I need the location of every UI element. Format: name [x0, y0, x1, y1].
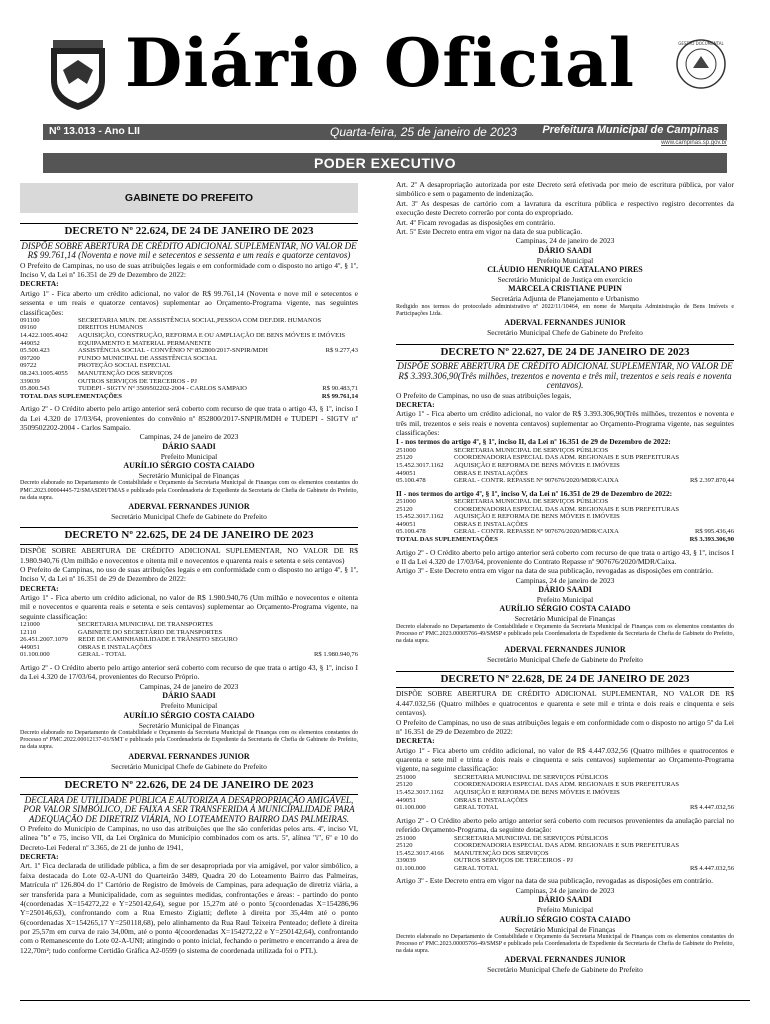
budget-row: [396, 850, 734, 858]
budget-row: [20, 362, 358, 370]
budget-description: OBRAS E INSTALAÇÕES: [78, 643, 152, 651]
budget-code: 05.100.478: [396, 477, 426, 485]
budget-code: 449051: [396, 796, 416, 804]
signatory-role: Prefeito Municipal: [160, 451, 218, 461]
decree-article: Artigo 1º - Fica aberto um crédito adicional, no valor de R$ 99.761,14 (Noventa e nove mil e setecentos e sessenta e um reais e quatorze centavos) suplementar ao Orçamento-Programa vigente, nas seguintes classificações:: [20, 288, 358, 317]
decree-note: Decreto elaborado no Departamento de Contabilidade e Orçamento da Secretaria Municipal de Finanças com os elementos constantes do Processo nº PMC.2023.00005766-49/SMSP e publicado pela Coordenadoria de Expediente da Secretaria de Chefia de Gabinete do Prefeito, na data supra.: [396, 623, 734, 645]
signatory-name: CLÁUDIO HENRIQUE CATALANO PIRES: [487, 265, 643, 274]
signatory-role: Secretário Municipal Chefe de Gabinete do Prefeito: [487, 655, 643, 665]
budget-code: 449052: [20, 339, 40, 347]
budget-row: [20, 393, 358, 401]
budget-code: 15.452.3017.1162: [396, 789, 444, 797]
budget-description: AQUISIÇÃO E REFORMA DE BENS MÓVEIS E IMÓVEIS: [454, 461, 620, 469]
budget-description: OUTROS SERVIÇOS DE TERCEIROS - PJ: [454, 857, 573, 865]
budget-description: OBRAS E INSTALAÇÕES: [454, 469, 528, 477]
budget-table: [396, 447, 734, 485]
decree-article: Artigo 3º - Este Decreto entra em vigor na data de sua publicação, revogadas as disposições em contrário.: [396, 876, 714, 886]
signatory-role: Secretário Municipal de Finanças: [138, 720, 240, 730]
decree-article: Art. 5º Este Decreto entra em vigor na data de sua publicação.: [396, 226, 583, 236]
budget-code: 25120: [396, 454, 413, 462]
section-title: PODER EXECUTIVO: [43, 153, 727, 173]
budget-table: [396, 835, 734, 873]
decree-note: Redigido nos termos do protocolado administrativo nº 2022/11/10464, em nome de Marquita Administração de Bens Imóveis e Participações Ltda.: [396, 303, 734, 317]
budget-row: [20, 385, 358, 393]
budget-code: 25120: [396, 505, 413, 513]
budget-amount: R$ 1.980.940,76: [314, 651, 358, 659]
budget-row: [396, 536, 734, 544]
budget-row: [20, 378, 358, 386]
budget-code: 251000: [396, 773, 416, 781]
issue-number: Nº 13.013 - Ano LII: [49, 125, 140, 137]
newspaper-title: Diário Oficial: [125, 24, 635, 102]
budget-code: 12110: [20, 628, 37, 636]
signatory-name: MARCELA CRISTIANE PUPIN: [508, 284, 622, 294]
budget-description: GABINETE DO SECRETÁRIO DE TRANSPORTES: [78, 628, 223, 636]
signatory-role: Secretário Municipal de Finanças: [138, 471, 240, 481]
budget-row: [396, 477, 734, 485]
signatory-role: Secretário Municipal Chefe de Gabinete do Prefeito: [111, 512, 267, 522]
decree-article: Artigo 2º - O Crédito aberto pelo artigo anterior será coberto com recurso de que trata o artigo 43, § 1º, inciso I da Lei 4.320 de 17/03/64, provenientes do convênio nº 852800/2017-SNPIR/MDH e TUDEPI - SIGTV nº 3509502202-2004 - Carlos Sampaio.: [20, 404, 358, 432]
decree-article: Art. 1º Fica declarada de utilidade pública, a fim de ser desapropriada por via amigável, por valor simbólico, a faixa destacada do Lote 02-A-UNI do Quarteirão 3489, Quadra 20 do Loteamento Bairro das Palmeiras, Matrícula nº 126.804 do 1º Cartório de Registro de Imóveis de Campinas, para adequação de diretriz viária, a ser transferida para a Municipalidade, com as seguintes medidas, confrontações e áreas: - partindo do ponto 4(coordenadas X=154272,22 e Y=250142,64), segue por 15,27m até o ponto 5(coordenadas X=154286,96 Y=250146,63), confrontando com a Rua Ernesto Zigiatti; deflete à direita por 35,44m até o ponto 6(coordenadas X=154265,17 Y=250118,68), pelo alinhamento da Rua Raul Teixeira Penteado; deflete à direita por 25,57m em curva de raio 34,00m, até o ponto 4(coordenadas X=154272,22 e Y=250142,64), confrontando com o Remanescente do Lote 02-A-UNI; atingindo o ponto inicial, fechando o perímetro e encerrando a área de 122,70m²; tudo conforme Certidão Gráfica A2-0599 (o sistema de coordenada utilizada foi o PTL).: [20, 861, 358, 955]
signatory-name: AURÍLIO SÉRGIO COSTA CAIADO: [123, 461, 255, 471]
budget-code: 121000: [20, 621, 40, 629]
budget-table: [20, 621, 358, 659]
decree-note: Decreto elaborado no Departamento de Contabilidade e Orçamento da Secretaria Municipal de Finanças com os elementos constantes do Processo nº PMC.2022.00012137-01/SMT e publicado pela Coordenadoria de Expediente da Secretaria de Chefia de Gabinete do Prefeito, na data supra.: [20, 729, 358, 751]
budget-row: [396, 804, 734, 812]
signatory-name: ADERVAL FERNANDES JUNIOR: [504, 318, 626, 328]
publisher-name: Prefeitura Municipal de Campinas: [542, 124, 719, 136]
budget-description: GERAL - TOTAL: [78, 651, 127, 659]
budget-row: [20, 636, 358, 644]
signatory-name: DÁRIO SAADI: [538, 585, 592, 595]
signatory-name: ADERVAL FERNANDES JUNIOR: [504, 645, 626, 655]
budget-row: [396, 865, 734, 873]
budget-description: MANUTENÇÃO DOS SERVIÇOS: [454, 849, 549, 857]
budget-row: [20, 347, 358, 355]
decree-article: Art. 4º Ficam revogadas as disposições em contrário.: [396, 217, 556, 227]
budget-row: [396, 498, 734, 506]
budget-row: [396, 835, 734, 843]
signatory-name: ADERVAL FERNANDES JUNIOR: [504, 955, 626, 965]
decree-preamble: O Prefeito de Campinas, no uso de suas atribuições legais e em conformidade com o disposto no artigo 4º, § 1º, Inciso V, da Lei nº 16.351 de 29 de Dezembro de 2022:: [20, 260, 358, 279]
budget-row: [20, 355, 358, 363]
budget-row: [396, 462, 734, 470]
budget-amount: R$ 9.277,43: [325, 347, 358, 355]
budget-row: [396, 774, 734, 782]
decree-summary: DISPÕE SOBRE ABERTURA DE CRÉDITO ADICIONAL SUPLEMENTAR, NO VALOR DE R$ 3.393.306,90(Três milhões, trezentos e noventa e três mil, trezentos e seis reais e noventa centavos).: [397, 361, 733, 391]
decree-article: Artigo 1º - Fica aberto um crédito adicional, no valor de R$ 4.447.032,56 (Quatro milhões e quatrocentos e quarenta e sete mil e trinta e dois reais e cinquenta e seis centavos) suplementar ao Orçamento-Programa vigente, na seguinte classificação:: [396, 745, 734, 774]
decree-preamble: O Prefeito de Campinas, no uso de suas atribuições legais e em conformidade com o disposto no artigo 4º, § 1º, Inciso V, da Lei nº 16.351 de 29 de Dezembro de 2022:: [20, 564, 358, 584]
budget-description: AQUISIÇÃO E REFORMA DE BENS MÓVEIS E IMÓVEIS: [454, 513, 620, 521]
budget-code: 01.100.000: [396, 804, 426, 812]
budget-code: 25120: [396, 842, 413, 850]
budget-code: 01.100.000: [396, 864, 426, 872]
budget-code: 05.500.423: [20, 347, 50, 355]
budget-row: [20, 651, 358, 659]
budget-description: GERAL - CONTR. REPASSE Nº 907676/2020/MDR/CAIXA: [454, 528, 619, 536]
signatory-name: ADERVAL FERNANDES JUNIOR: [128, 751, 250, 761]
budget-row: [396, 842, 734, 850]
budget-code: 091100: [20, 316, 40, 324]
issue-bar: [43, 124, 727, 140]
decree-decreta: DECRETA:: [396, 736, 435, 746]
budget-code: 26.451.2007.1079: [20, 636, 68, 644]
budget-code: 251000: [396, 834, 416, 842]
signatory-name: AURÍLIO SÉRGIO COSTA CAIADO: [499, 914, 631, 924]
budget-row: [396, 797, 734, 805]
budget-code: TOTAL DAS SUPLEMENTAÇÕES: [20, 392, 122, 400]
budget-row: [20, 370, 358, 378]
budget-code: 05.800.543: [20, 385, 50, 393]
budget-code: 251000: [396, 446, 416, 454]
budget-description: ASSISTÊNCIA SOCIAL - CONVÊNIO Nº 852800/2017-SNPIR/MDH: [78, 347, 268, 355]
budget-description: SECRETARIA MUNICIPAL DE SERVIÇOS PÚBLICOS: [454, 498, 609, 506]
budget-amount: R$ 4.447.032,56: [690, 864, 734, 872]
budget-description: PROTEÇÃO SOCIAL ESPECIAL: [78, 362, 171, 370]
budget-code: 097200: [20, 354, 40, 362]
budget-row: [396, 470, 734, 478]
budget-description: TUDEPI - SIGTV Nº 3509502202-2004 - CARLOS SAMPAIO: [78, 385, 247, 393]
budget-description: OUTROS SERVIÇOS DE TERCEIROS - PJ: [78, 377, 197, 385]
budget-row: [20, 621, 358, 629]
budget-table: [396, 498, 734, 543]
signatory-name: DÁRIO SAADI: [162, 691, 216, 701]
decree-decreta: DECRETA:: [20, 279, 59, 289]
budget-code: TOTAL DAS SUPLEMENTAÇÕES: [396, 535, 498, 543]
decree-article: Artigo 3º - Este Decreto entra em vigor na data de sua publicação, revogadas as disposições em contrário.: [396, 566, 714, 576]
budget-description: AQUISIÇÃO E REFORMA DE BENS MÓVEIS E IMÓVEIS: [454, 789, 620, 797]
masthead: [43, 24, 727, 126]
budget-code: 05.100.478: [396, 528, 426, 536]
budget-row: [20, 324, 358, 332]
decree-decreta: DECRETA:: [20, 852, 59, 862]
signatory-role: Secretário Municipal Chefe de Gabinete do Prefeito: [111, 761, 267, 771]
budget-code: 09160: [20, 324, 37, 332]
signatory-name: AURÍLIO SÉRGIO COSTA CAIADO: [123, 710, 255, 720]
signatory-role: Prefeito Municipal: [536, 905, 594, 915]
budget-amount: R$ 3.393.306,90: [689, 535, 734, 543]
signatory-role: Secretário Municipal de Finanças: [514, 614, 616, 624]
signatory-role: Secretário Municipal de Finanças: [514, 924, 616, 934]
budget-description: AQUISIÇÃO, CONSTRUÇÃO, REFORMA E OU AMPLIAÇÃO DE BENS MÓVEIS E IMÓVEIS: [78, 332, 346, 340]
decree-summary: DISPÕE SOBRE ABERTURA DE CRÉDITO ADICIONAL SUPLEMENTAR, NO VALOR DE R$ 99.761,14 (Noventa e nove mil e setecentos e sessenta e um reais e quatorze centavos): [21, 240, 357, 261]
decree-title: DECRETO Nº 22.625, DE 24 DE JANEIRO DE 2023: [20, 527, 358, 545]
decree-summary: DECLARA DE UTILIDADE PÚBLICA E AUTORIZA A DESAPROPRIAÇÃO AMIGÁVEL, POR VALOR SIMBÓLICO, DE FAIXA A SER TRANSFERIDA À MUNICIPALIDADE PARA ADEQUAÇÃO DE DIRETRIZ VIÁRIA, NO LOTEAMENTO BAIRRO DAS PALMEIRAS.: [23, 794, 355, 824]
budget-description: GERAL TOTAL: [454, 864, 499, 872]
budget-description: SECRETARIA MUNICIPAL DE SERVIÇOS PÚBLICOS: [454, 446, 609, 454]
decree-title: DECRETO Nº 22.627, DE 24 DE JANEIRO DE 2023: [396, 344, 734, 362]
decree-article: Artigo 2º - O Crédito aberto pelo artigo anterior será coberto com recurso de que trata o artigo 43, § 1º, incisos I e II da Lei 4.320 de 17/03/64, proveniente do Contrato Repasse nº 907676/2020/MDR/Caixa.: [396, 547, 734, 566]
decree-preamble: O Prefeito de Campinas, no uso de suas atribuições legais,: [396, 390, 572, 400]
signatory-name: DÁRIO SAADI: [538, 245, 592, 255]
budget-description: REDE DE CAMINHABILIDADE E TRÂNSITO SEGURO: [78, 636, 238, 644]
signing-place-date: Campinas, 24 de janeiro de 2023: [515, 236, 615, 246]
decree-preamble: O Prefeito do Município de Campinas, no uso das atribuições que lhe são conferidas pelos arts. 4º, inciso VI, alínea "b" e 75, inciso VII, da Lei Orgânica do Município combinados com os arts. 5º, alínea "i", 6º e 10 do Decreto-Lei Federal nº 3.365, de 21 de junho de 1941,: [20, 823, 358, 852]
budget-row: [396, 513, 734, 521]
budget-description: GERAL - CONTR. REPASSE Nº 907676/2020/MDR/CAIXA: [454, 477, 619, 485]
budget-row: [396, 454, 734, 462]
budget-description: EQUIPAMENTO E MATERIAL PERMANENTE: [78, 339, 212, 347]
budget-description: SECRETARIA MUNICIPAL DE TRANSPORTES: [78, 621, 213, 629]
budget-description: OBRAS E INSTALAÇÕES: [454, 796, 528, 804]
budget-code: 08.243.1005.4055: [20, 369, 68, 377]
budget-table: [20, 317, 358, 400]
signatory-role: Prefeito Municipal: [160, 701, 218, 711]
signatory-role: Prefeito Municipal: [536, 595, 594, 605]
decree-title: DECRETO Nº 22.626, DE 24 DE JANEIRO DE 2023: [20, 777, 358, 795]
decree-article: Artigo 1º - Fica aberto um crédito adicional, no valor de R$ 1.980.940,76 (Um milhão e novecentos e oitenta mil e novecentos e quarenta reais e setenta e seis centavos) suplementar ao Orçamento-Programa vigente, na seguinte classificação:: [20, 593, 358, 621]
page-bottom-rule: [20, 1000, 750, 1001]
decree-summary: DISPÕE SOBRE ABERTURA DE CRÉDITO ADICIONAL SUPLEMENTAR, NO VALOR DE R$ 4.447.032,56 (Quatro milhões e quatrocentos e quarenta e sete mil e trinta e dois reais e cinquenta e seis centavos).: [396, 689, 734, 718]
decree-note: Decreto elaborado no Departamento de Contabilidade e Orçamento da Secretaria Municipal de Finanças com os elementos constantes do Processo nº PMC.2023.00005766-49/SMSP e publicado pela Coordenadoria de Expediente da Secretaria de Chefia de Gabinete do Prefeito, na data supra.: [396, 933, 734, 955]
budget-amount: R$ 99.761,14: [321, 392, 358, 400]
budget-description: COORDENADORIA ESPECIAL DAS ADM. REGIONAIS E SUB PREFEITURAS: [454, 505, 680, 513]
budget-row: [396, 789, 734, 797]
budget-amount: R$ 995.436,46: [694, 528, 734, 536]
signatory-role: Secretário Municipal de Justiça em exercício: [497, 275, 633, 284]
signing-place-date: Campinas, 24 de janeiro de 2023: [139, 681, 239, 691]
signatory-role: Secretário Municipal Chefe de Gabinete do Prefeito: [487, 965, 643, 975]
budget-description: DIREITOS HUMANOS: [78, 324, 143, 332]
signatory-name: ADERVAL FERNANDES JUNIOR: [128, 502, 250, 512]
budget-code: 449051: [20, 643, 40, 651]
decree-article: Art. 2º A desapropriação autorizada por este Decreto será efetivada por meio de escritura pública, por valor simbólico e sem o pagamento de indenização.: [396, 180, 734, 199]
decree-title: DECRETO Nº 22.628, DE 24 DE JANEIRO DE 2023: [396, 671, 734, 689]
budget-code: 01.100.000: [20, 651, 50, 659]
budget-description: SECRETARIA MUNICIPAL DE SERVIÇOS PÚBLICOS: [454, 834, 609, 842]
issue-date: Quarta-feira, 25 de janeiro de 2023: [330, 125, 517, 139]
decree-item: I - nos termos do artigo 4º, § 1º, inciso II, da Lei nº 16.351 de 29 de Dezembro de 2022:: [396, 437, 671, 447]
signing-place-date: Campinas, 24 de janeiro de 2023: [139, 432, 239, 442]
budget-description: COORDENADORIA ESPECIAL DAS ADM. REGIONAIS E SUB PREFEITURAS: [454, 454, 680, 462]
budget-code: 15.452.3017.1162: [396, 513, 444, 521]
left-column: [20, 180, 358, 955]
website-link[interactable]: www.campinas.sp.gov.br: [661, 140, 727, 146]
budget-code: 449051: [396, 520, 416, 528]
budget-amount: R$ 4.447.032,56: [690, 804, 734, 812]
decree-article: Artigo 2º - O Crédito aberto pelo artigo anterior será coberto com recursos provenientes da anulação parcial no referido Orçamento-Programa, da seguinte dotação:: [396, 815, 734, 835]
signatory-name: DÁRIO SAADI: [162, 441, 216, 451]
city-coat-of-arms-icon: [43, 40, 113, 112]
decree-summary: DISPÕE SOBRE ABERTURA DE CRÉDITO ADICIONAL SUPLEMENTAR, NO VALOR DE R$ 1.980.940,76 (Um milhão e novecentos e oitenta mil e novecentos e quarenta reais e setenta e seis centavos): [20, 546, 358, 565]
budget-row: [396, 528, 734, 536]
decree-note: Decreto elaborado no Departamento de Contabilidade e Orçamento da Secretaria Municipal de Finanças com os elementos constantes do PMC.2023.00004445-72/SMASDH/TMAS e publicado pela Coordenadoria de Expediente da Secretaria de Chefia de Gabinete do Prefeito, na data supra.: [20, 480, 358, 501]
signatory-role: Secretário Municipal Chefe de Gabinete do Prefeito: [487, 328, 643, 338]
budget-description: SECRETARIA MUNICIPAL DE SERVIÇOS PÚBLICOS: [454, 773, 609, 781]
decree-article: Artigo 1º - Fica aberto um crédito adicional, no valor de R$ 3.393.306,90(Três milhões, trezentos e noventa e três mil, trezentos e seis reais e noventa centavos) suplementar ao Orçamento-Programa vigente, nas seguintes classificações:: [396, 409, 734, 438]
budget-description: COORDENADORIA ESPECIAL DAS ADM. REGIONAIS E SUB PREFEITURAS: [454, 842, 680, 850]
budget-description: MANUTENÇÃO DOS SERVIÇOS: [78, 369, 173, 377]
budget-row: [20, 644, 358, 652]
signing-place-date: Campinas, 24 de janeiro de 2023: [515, 575, 615, 585]
decree-item: II - nos termos do artigo 4º, § 1º, inciso V, da Lei nº 16.351 de 29 de Dezembro de 2022:: [396, 488, 673, 498]
budget-code: 14.422.1005.4042: [20, 332, 68, 340]
budget-description: COORDENADORIA ESPECIAL DAS ADM. REGIONAIS E SUB PREFEITURAS: [454, 781, 680, 789]
budget-row: [396, 447, 734, 455]
budget-code: 339039: [396, 857, 416, 865]
budget-row: [20, 332, 358, 340]
signing-place-date: Campinas, 24 de janeiro de 2023: [515, 885, 615, 895]
budget-code: 25120: [396, 781, 413, 789]
decree-preamble: O Prefeito de Campinas, no uso de suas atribuições legais e em conformidade com o disposto no artigo 5º da Lei nº 16.351 de 29 de Dezembro de 2022:: [396, 717, 734, 736]
budget-description: FUNDO MUNICIPAL DE ASSISTÊNCIA SOCIAL: [78, 354, 218, 362]
decree-title: DECRETO Nº 22.624, DE 24 DE JANEIRO DE 2023: [20, 223, 358, 241]
signatory-name: AURÍLIO SÉRGIO COSTA CAIADO: [499, 604, 631, 614]
decree-decreta: DECRETA:: [396, 399, 435, 409]
gabinete-heading: GABINETE DO PREFEITO: [20, 183, 358, 213]
right-column: [396, 180, 734, 975]
budget-row: [396, 781, 734, 789]
budget-row: [396, 857, 734, 865]
svg-text:GESTÃO DOCUMENTAL: GESTÃO DOCUMENTAL: [678, 41, 724, 46]
budget-amount: R$ 90.483,71: [322, 385, 358, 393]
signatory-name: DÁRIO SAADI: [538, 895, 592, 905]
budget-description: OBRAS E INSTALAÇÕES: [454, 520, 528, 528]
signatory-role: Prefeito Municipal: [536, 255, 594, 265]
budget-code: 15.452.3017.4166: [396, 849, 444, 857]
budget-code: 339039: [20, 377, 40, 385]
budget-amount: R$ 2.397.870,44: [690, 477, 734, 485]
budget-table: [396, 774, 734, 812]
budget-row: [396, 521, 734, 529]
signatory-role: Secretária Adjunta de Planejamento e Urbanismo: [491, 294, 639, 304]
document-management-seal-icon: [675, 38, 727, 90]
budget-description: SECRETARIA MUN. DE ASSISTÊNCIA SOCIAL,PESSOA COM DEF.DIR. HUMANOS: [78, 316, 322, 324]
budget-code: 449051: [396, 469, 416, 477]
decree-article: Art. 3º As despesas de cartório com a lavratura da escritura pública e respectivo registro decorrentes da execução deste Decreto correrão por conta do expropriado.: [396, 198, 734, 218]
decree-article: Artigo 2º - O Crédito aberto pelo artigo anterior será coberto com recurso de que trata o artigo 43, § 1º, inciso I da Lei 4.320 de 17/03/64, provenientes do Recurso Próprio.: [20, 663, 358, 682]
budget-description: GERAL TOTAL: [454, 804, 499, 812]
budget-row: [20, 317, 358, 325]
budget-code: 09722: [20, 362, 37, 370]
decree-decreta: DECRETA:: [20, 583, 59, 593]
budget-code: 15.452.3017.1162: [396, 461, 444, 469]
budget-code: 251000: [396, 498, 416, 506]
